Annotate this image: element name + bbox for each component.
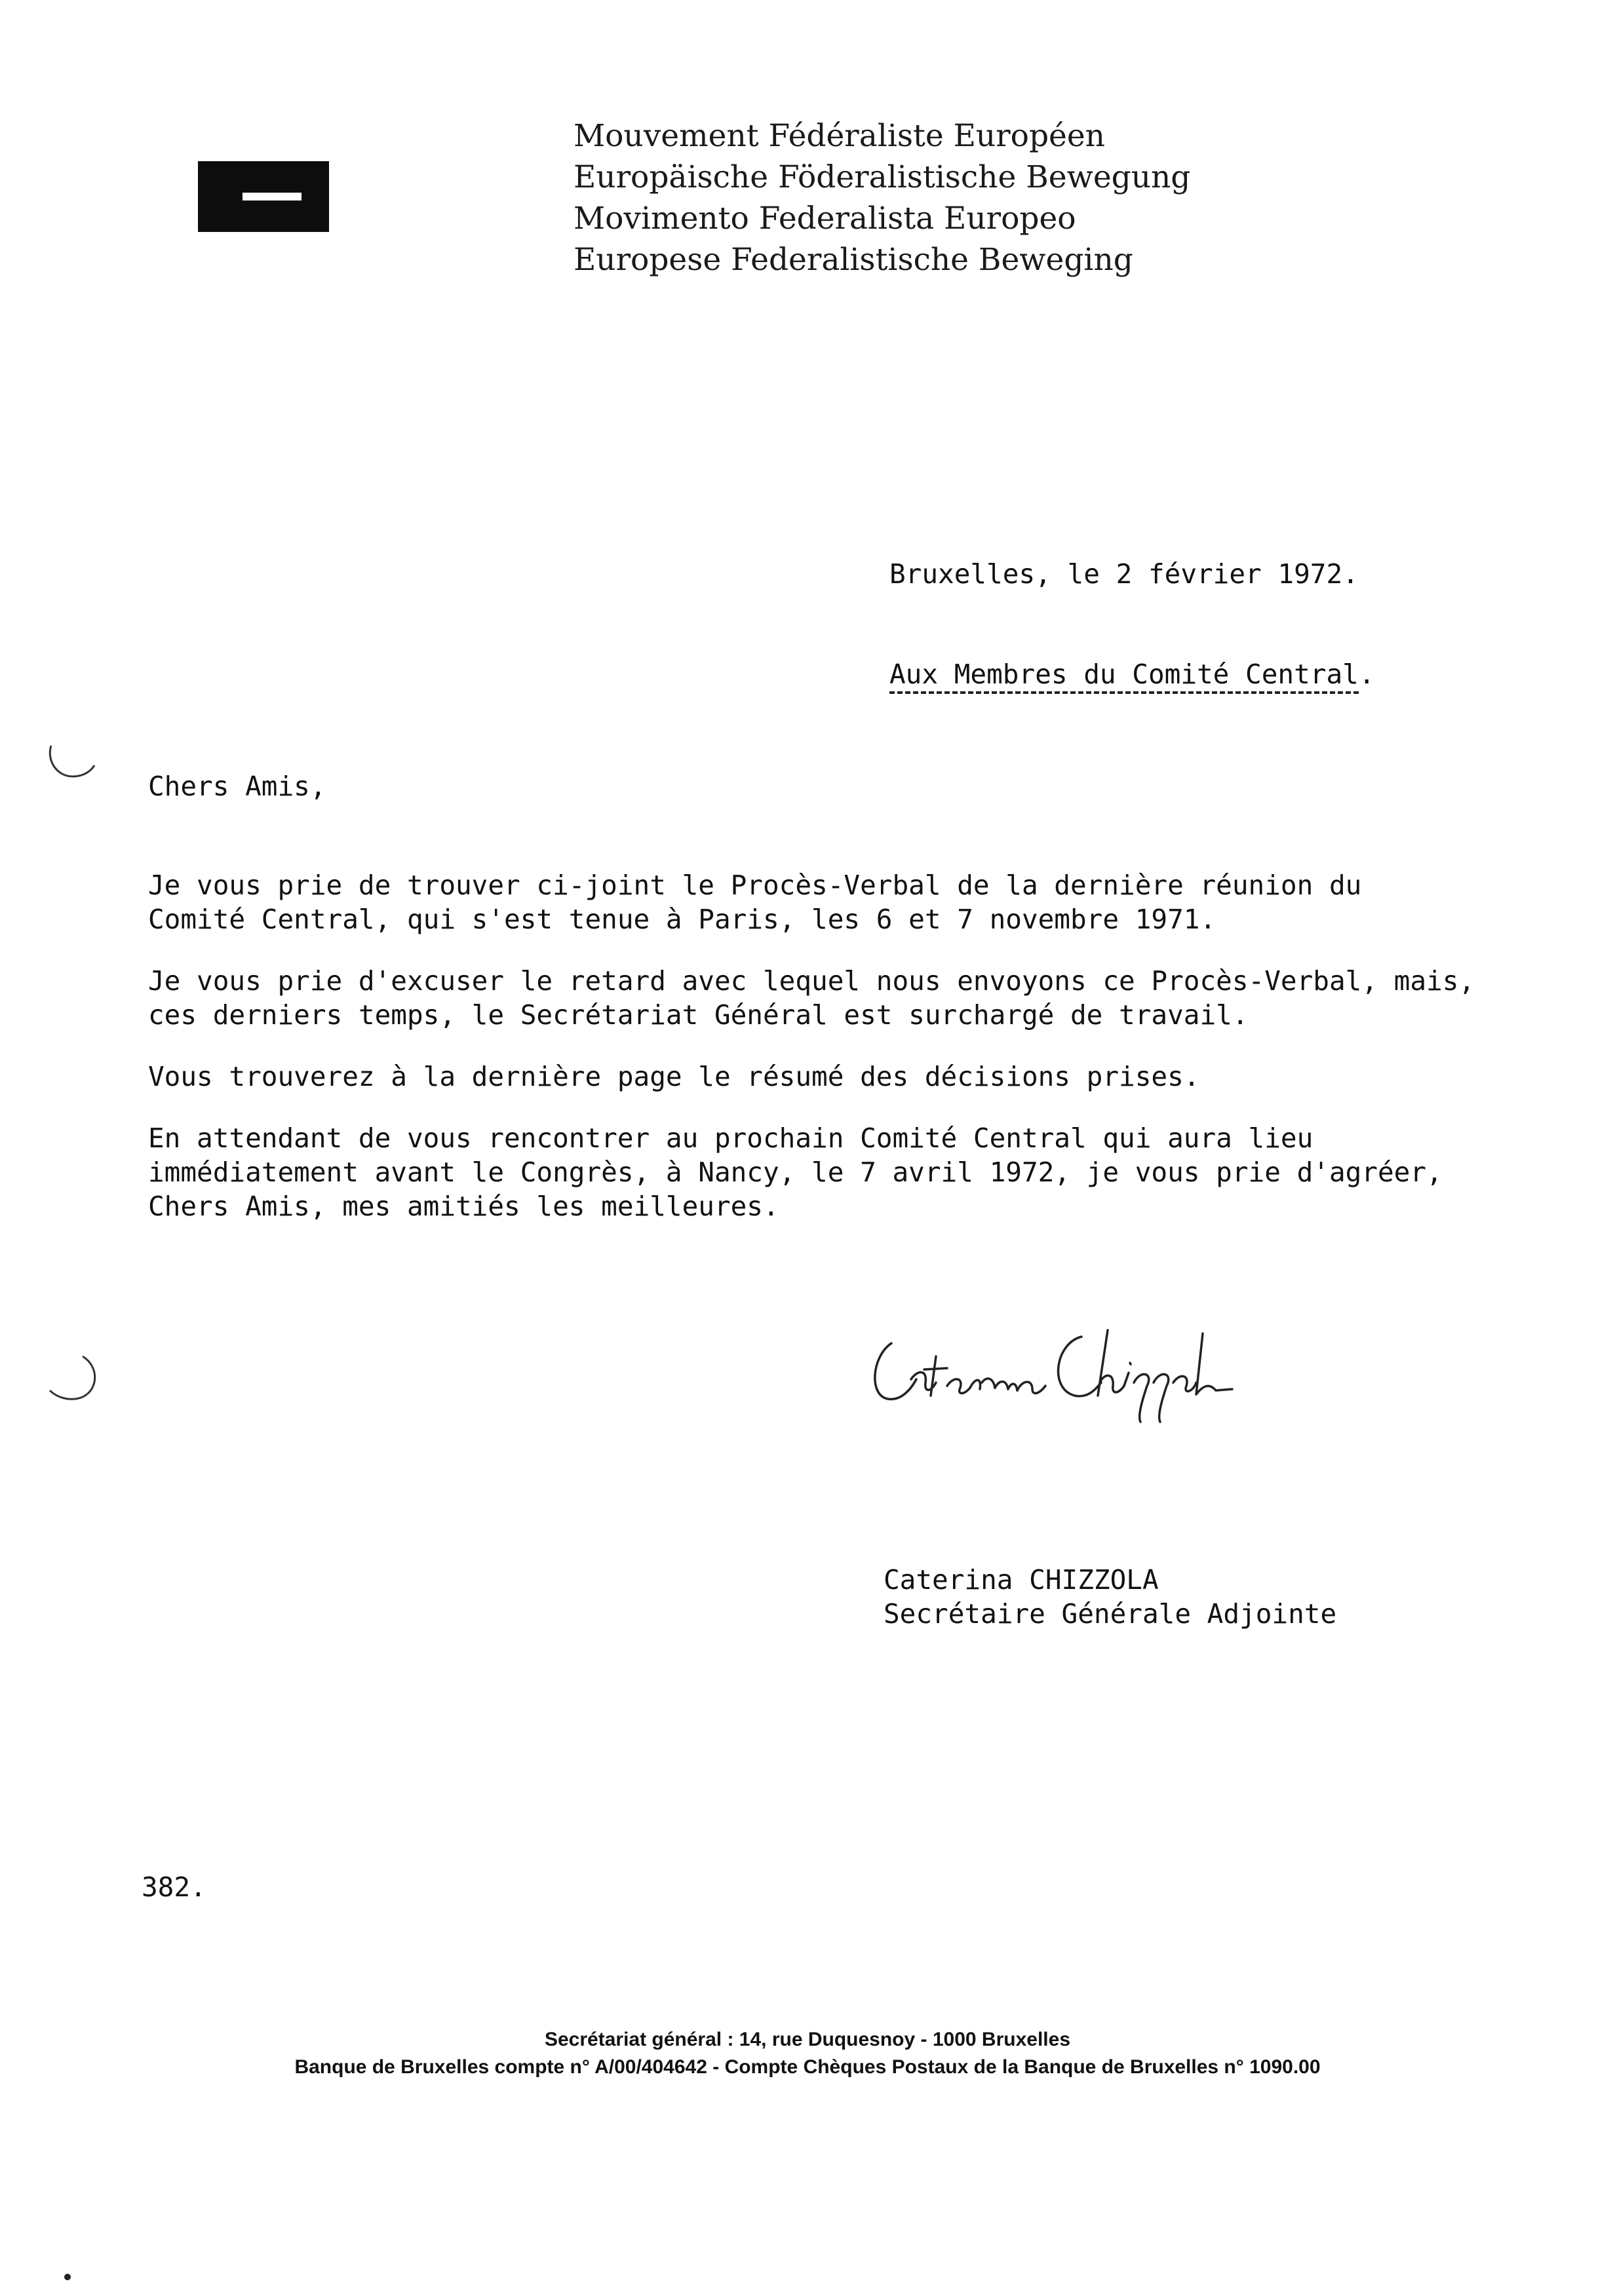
paragraph-line: ces derniers temps, le Secrétariat Général est surchargé de travail. [148,999,1249,1031]
reference-number: 382. [142,1871,206,1903]
addressee-text: Aux Membres du Comité Central [889,659,1359,694]
footer [0,2026,1615,2081]
paragraph-line: Chers Amis, mes amitiés les meilleures. [148,1191,779,1222]
paragraph-line: Je vous prie d'excuser le retard avec lequel nous envoyons ce Procès-Verbal, mais, [148,965,1475,997]
paragraph [148,1060,1475,1094]
footer-address: Secrétariat général : 14, rue Duquesnoy - 1000 Bruxelles [544,2029,1071,2050]
letter-body [148,868,1475,1251]
paragraph [148,1121,1475,1223]
paragraph-line: Comité Central, qui s'est tenue à Paris, les 6 et 7 novembre 1971. [148,904,1216,935]
paragraph-line: Vous trouverez à la dernière page le résumé des décisions prises. [148,1061,1200,1092]
european-federalist-e-logo-icon [197,160,330,233]
speckle [64,2274,71,2280]
signer-name: Caterina CHIZZOLA [884,1564,1159,1596]
paragraph [148,964,1475,1032]
punch-hole-mark-icon [43,740,102,786]
addressee [889,659,1375,690]
salutation: Chers Amis, [148,771,326,802]
org-name-de: Europäische Föderalistische Bewegung [574,159,1191,195]
signer-block [884,1563,1336,1631]
paragraph-line: Je vous prie de trouver ci-joint le Procès-Verbal de la dernière réunion du [148,870,1362,901]
paragraph-line: En attendant de vous rencontrer au prochain Comité Central qui aura lieu [148,1122,1313,1154]
org-name-it: Movimento Federalista Europeo [574,201,1076,237]
signer-title: Secrétaire Générale Adjointe [884,1598,1337,1630]
addressee-period: . [1358,659,1375,690]
org-name-nl: Europese Federalistische Beweging [574,242,1133,278]
letter-date: Bruxelles, le 2 février 1972. [889,558,1359,590]
handwritten-signature [865,1317,1291,1428]
paragraph-line: immédiatement avant le Congrès, à Nancy, le 7 avril 1972, je vous prie d'agréer, [148,1157,1443,1188]
paragraph [148,868,1475,936]
punch-hole-mark-icon [43,1350,109,1409]
organization-names [574,115,1190,280]
org-name-fr: Mouvement Fédéraliste Européen [574,118,1105,154]
footer-bank: Banque de Bruxelles compte n° A/00/404642 - Compte Chèques Postaux de la Banque de Bruxelles n° 1090.00 [294,2056,1321,2078]
